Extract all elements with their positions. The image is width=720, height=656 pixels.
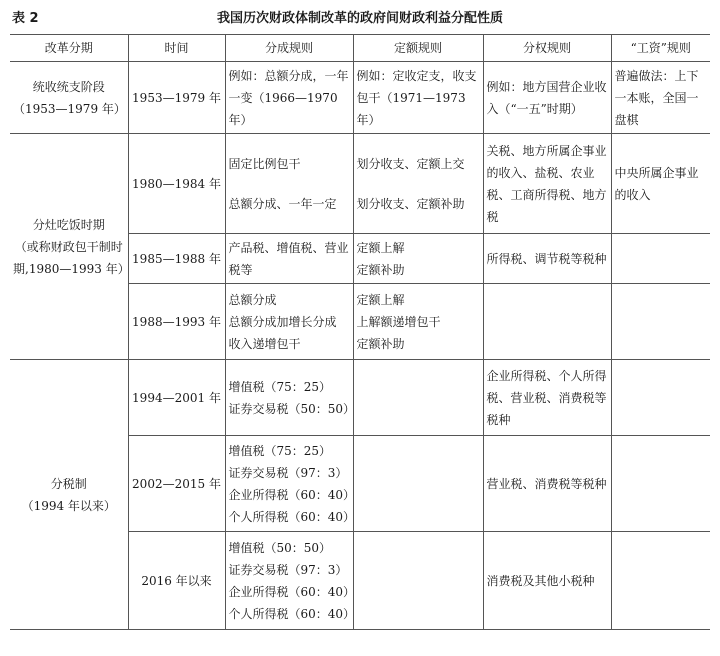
period-name: 分税制 xyxy=(50,476,87,491)
share-cell xyxy=(225,532,356,630)
quota-item: 上解额递增包干 xyxy=(356,314,441,329)
share-cell xyxy=(225,436,356,532)
time-cell: 2016 年以来 xyxy=(128,532,225,630)
share-item: 证券交易税（97：3） xyxy=(228,465,348,480)
period-sub: （或称财政包干制时期,1980—1993 年） xyxy=(13,239,130,276)
period-sub: （1953—1979 年） xyxy=(13,101,126,116)
table-header-row xyxy=(10,35,710,62)
share-item: 总额分成 xyxy=(228,292,277,307)
share-item: 证券交易税（50：50） xyxy=(228,401,356,416)
time-cell: 1985—1988 年 xyxy=(128,234,225,284)
decentral-cell: 例如：地方国营企业收入（“一五”时期） xyxy=(483,62,611,134)
decentral-cell: 关税、地方所属企事业的收入、盐税、农业税、工商所得税、地方税 xyxy=(483,134,611,234)
share-cell: 产品税、增值税、营业税等 xyxy=(225,234,353,284)
header-quota-rule: 定额规则 xyxy=(353,35,483,62)
share-item: 企业所得税（60：40） xyxy=(228,584,356,599)
decentral-cell: 营业税、消费税等税种 xyxy=(483,436,611,532)
share-cell xyxy=(225,360,356,436)
quota-item: 划分收支、定额补助 xyxy=(356,196,465,211)
header-decentral-rule: 分权规则 xyxy=(483,35,611,62)
wage-cell: 中央所属企事业的收入 xyxy=(611,134,710,234)
table-title: 我国历次财政体制改革的政府间财政利益分配性质 xyxy=(216,11,503,26)
wage-cell: 普遍做法：上下一本账，全国一盘棋 xyxy=(611,62,710,134)
quota-cell xyxy=(353,134,483,234)
decentral-cell xyxy=(483,284,611,360)
table-row xyxy=(10,134,710,234)
period-cell xyxy=(10,62,128,134)
quota-item: 定额补助 xyxy=(356,336,405,351)
share-item: 增值税（50：50） xyxy=(228,540,332,555)
table-number: 表 2 xyxy=(12,11,39,26)
share-item: 证券交易税（97：3） xyxy=(228,562,348,577)
quota-item: 定额上解 xyxy=(356,240,405,255)
time-cell: 1953—1979 年 xyxy=(128,62,225,134)
quota-cell xyxy=(353,532,483,630)
table-caption xyxy=(0,0,720,34)
time-cell: 1980—1984 年 xyxy=(128,134,225,234)
decentral-cell: 所得税、调节税等税种 xyxy=(483,234,611,284)
share-item: 增值税（75：25） xyxy=(228,443,332,458)
period-cell xyxy=(10,360,128,630)
period-cell xyxy=(10,134,128,360)
period-name: 统收统支阶段 xyxy=(32,79,105,94)
share-item: 固定比例包干 xyxy=(228,156,301,171)
share-item: 个人所得税（60：40） xyxy=(228,606,356,621)
table-row xyxy=(10,62,710,134)
share-cell xyxy=(225,134,353,234)
share-item: 增值税（75：25） xyxy=(228,379,332,394)
wage-cell xyxy=(611,360,710,436)
quota-cell: 例如：定收定支，收支包干（1971—1973 年） xyxy=(353,62,483,134)
quota-item: 定额补助 xyxy=(356,262,405,277)
table-row xyxy=(10,360,710,436)
share-item: 企业所得税（60：40） xyxy=(228,487,356,502)
share-item: 个人所得税（60：40） xyxy=(228,509,356,524)
quota-cell xyxy=(353,284,483,360)
share-cell: 例如：总额分成，一年一变（1966—1970 年） xyxy=(225,62,353,134)
decentral-cell: 企业所得税、个人所得税、营业税、消费税等税种 xyxy=(483,360,611,436)
quota-item: 划分收支、定额上交 xyxy=(356,156,465,171)
wage-cell xyxy=(611,284,710,360)
header-share-rule: 分成规则 xyxy=(225,35,353,62)
period-name: 分灶吃饭时期 xyxy=(32,217,105,232)
share-item: 总额分成、一年一定 xyxy=(228,196,337,211)
quota-cell xyxy=(353,234,483,284)
quota-item: 定额上解 xyxy=(356,292,405,307)
time-cell: 1988—1993 年 xyxy=(128,284,225,360)
time-cell: 1994—2001 年 xyxy=(128,360,225,436)
wage-cell xyxy=(611,436,710,532)
wage-cell xyxy=(611,234,710,284)
header-wage-rule: “工资”规则 xyxy=(611,35,710,62)
decentral-cell: 消费税及其他小税种 xyxy=(483,532,611,630)
quota-cell xyxy=(353,360,483,436)
share-cell xyxy=(225,284,353,360)
period-sub: （1994 年以来） xyxy=(21,498,116,513)
quota-cell xyxy=(353,436,483,532)
share-item: 收入递增包干 xyxy=(228,336,301,351)
reform-table xyxy=(10,34,710,630)
header-period: 改革分期 xyxy=(10,35,128,62)
wage-cell xyxy=(611,532,710,630)
time-cell: 2002—2015 年 xyxy=(128,436,225,532)
header-time: 时间 xyxy=(128,35,225,62)
share-item: 总额分成加增长分成 xyxy=(228,314,337,329)
